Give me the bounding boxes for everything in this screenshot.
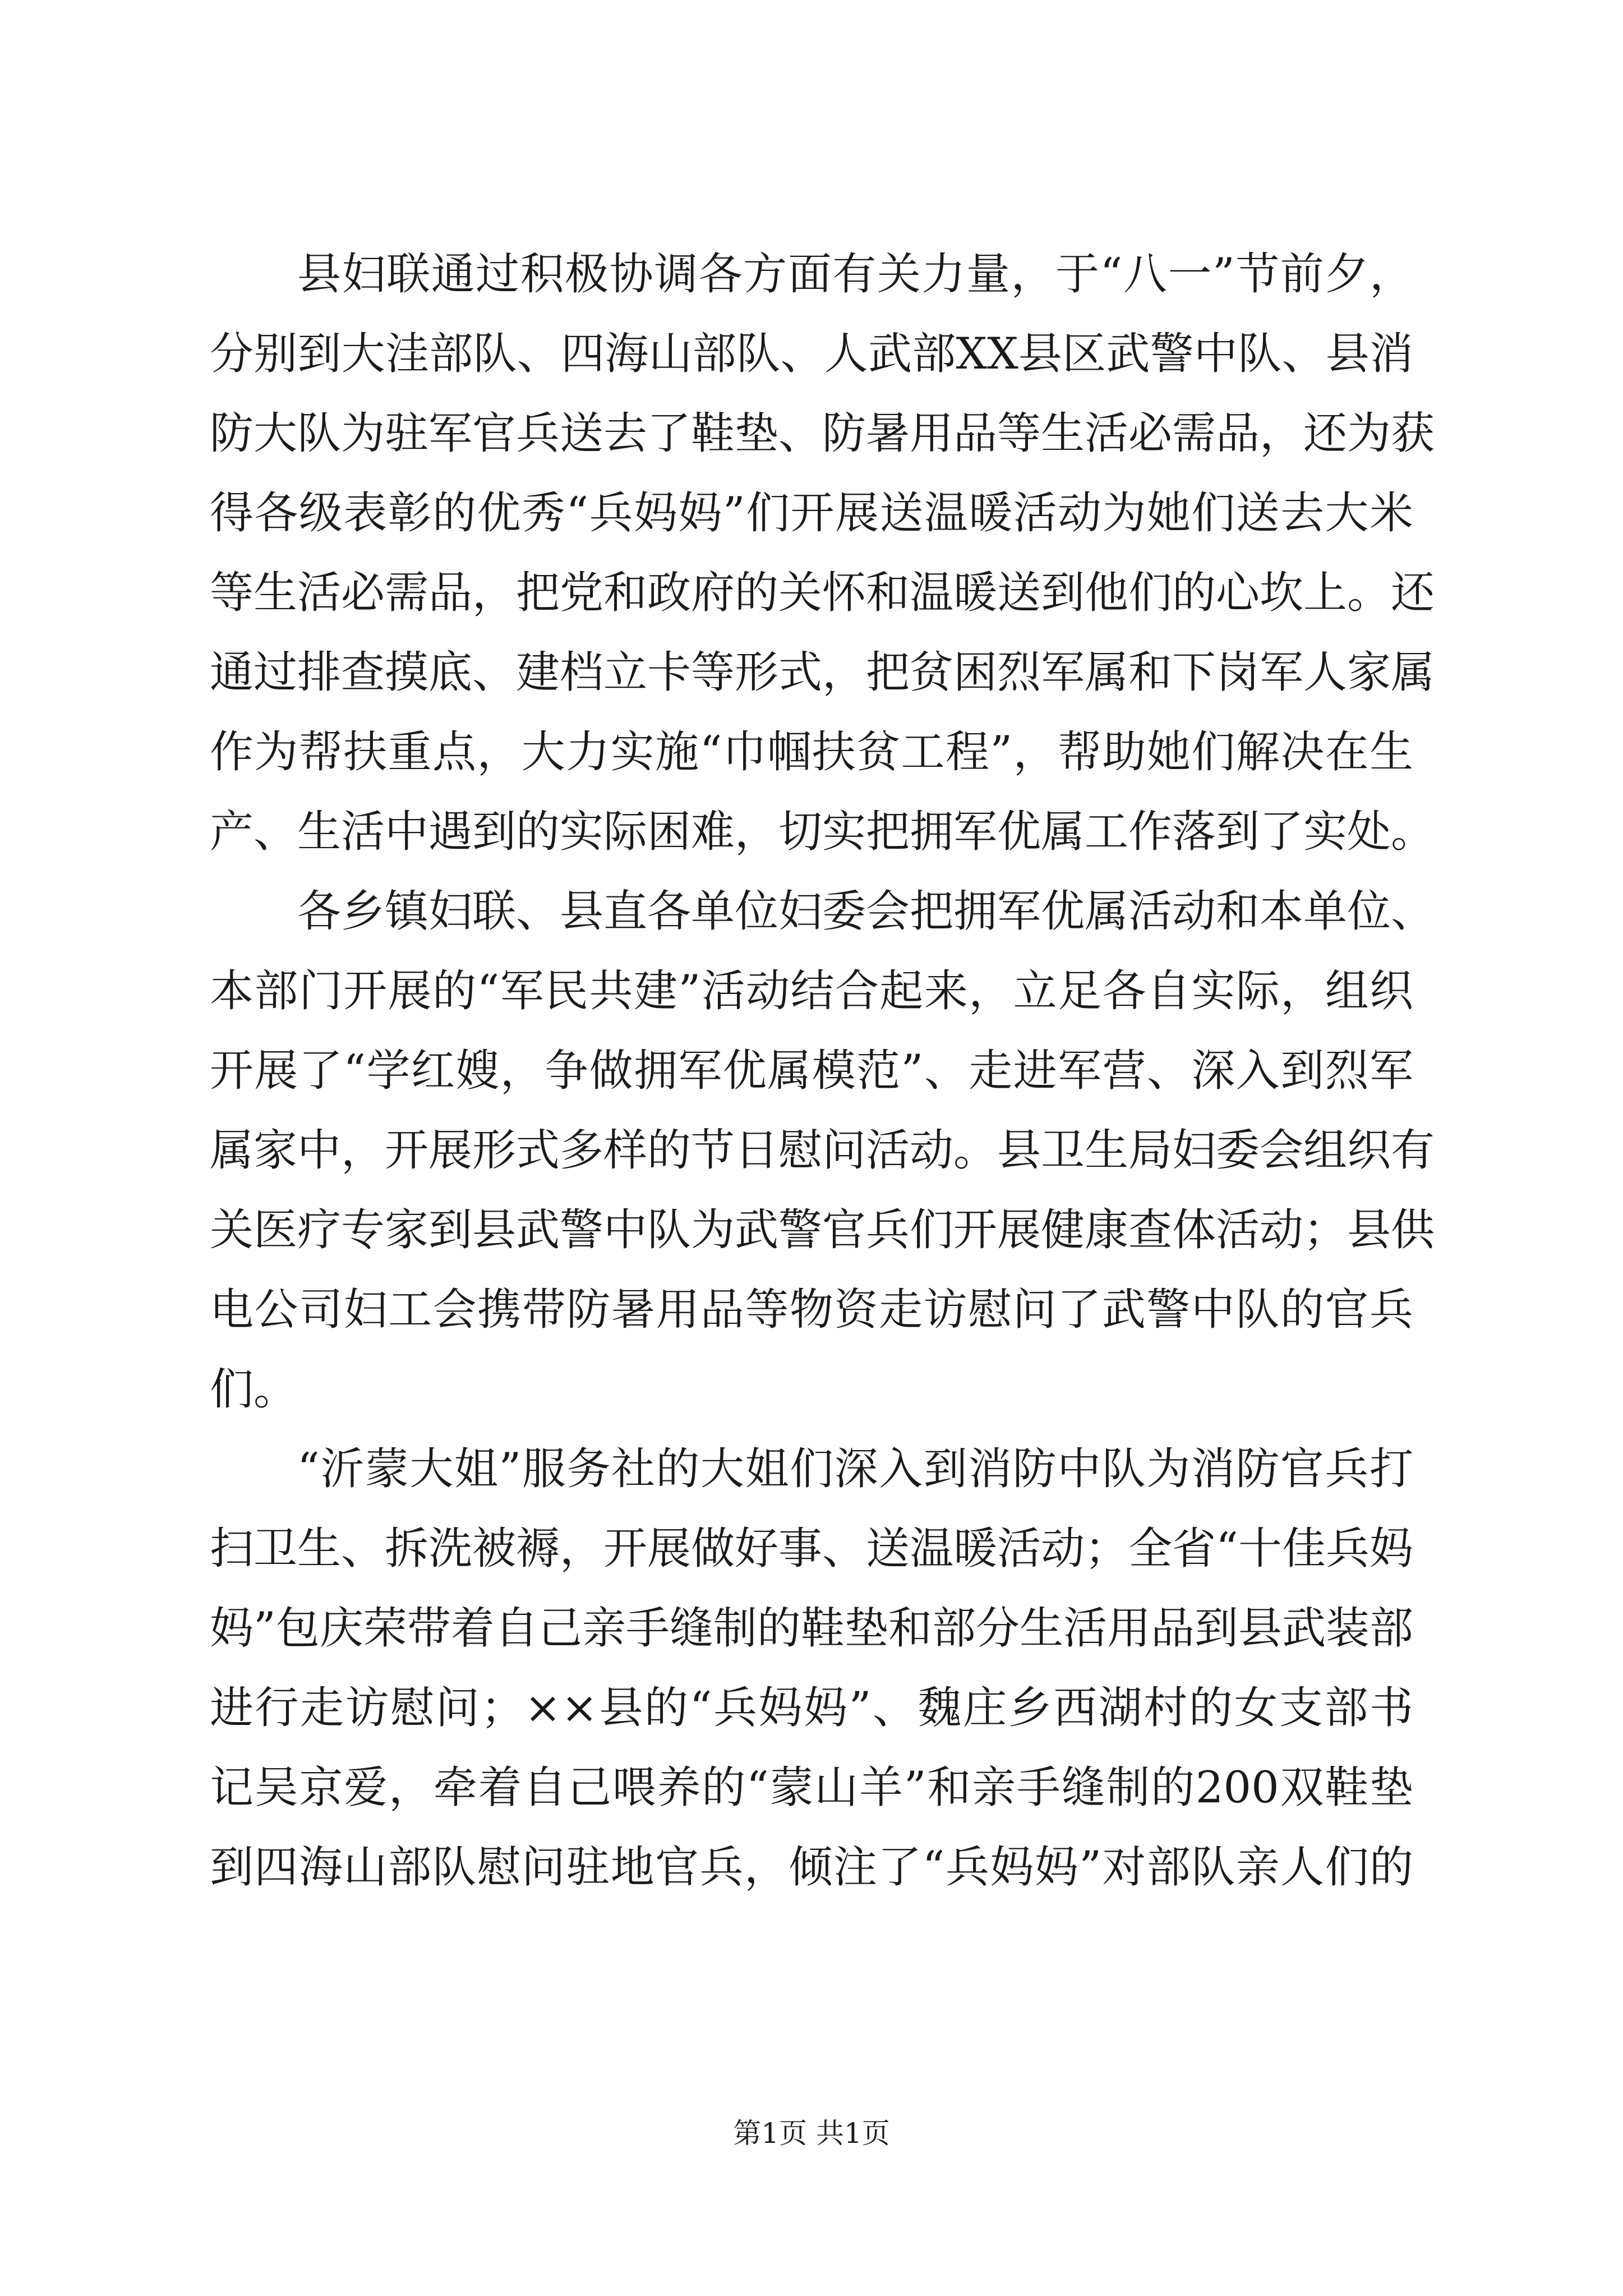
text-line: 记吴京爱，牵着自己喂养的“蒙山羊”和亲手缝制的200双鞋垫 bbox=[210, 1763, 1413, 1813]
text-line: 进行走访慰问；××县的“兵妈妈”、魏庄乡西湖村的女支部书 bbox=[210, 1683, 1413, 1733]
text-line: 等生活必需品，把党和政府的关怀和温暖送到他们的心坎上。还 bbox=[210, 568, 1435, 618]
text-line: 防大队为驻军官兵送去了鞋垫、防暑用品等生活必需品，还为获 bbox=[210, 408, 1435, 459]
text-line: 产、生活中遇到的实际困难，切实把拥军优属工作落到了实处。 bbox=[210, 807, 1435, 857]
document-body bbox=[210, 234, 1435, 1907]
paragraph-1 bbox=[210, 234, 1435, 872]
text-line: 属家中，开展形式多样的节日慰问活动。县卫生局妇委会组织有 bbox=[210, 1125, 1435, 1176]
paragraph-3 bbox=[210, 1429, 1413, 1907]
text-line: “沂蒙大姐”服务社的大姐们深入到消防中队为消防官兵打 bbox=[297, 1444, 1413, 1494]
text-line: 各乡镇妇联、县直各单位妇委会把拥军优属活动和本单位、 bbox=[297, 886, 1435, 937]
text-line: 通过排查摸底、建档立卡等形式，把贫困烈军属和下岗军人家属 bbox=[210, 647, 1435, 698]
text-line: 县妇联通过积极协调各方面有关力量，于“八一”节前夕， bbox=[297, 249, 1413, 300]
text-line: 分别到大洼部队、四海山部队、人武部XX县区武警中队、县消 bbox=[210, 329, 1413, 379]
text-line: 得各级表彰的优秀“兵妈妈”们开展送温暖活动为她们送去大米 bbox=[210, 488, 1413, 539]
text-line: 本部门开展的“军民共建”活动结合起来，立足各自实际，组织 bbox=[210, 966, 1413, 1016]
paragraph-2 bbox=[210, 872, 1435, 1429]
page-number-footer: 第1页 共1页 bbox=[733, 2117, 890, 2150]
text-line: 电公司妇工会携带防暑用品等物资走访慰问了武警中队的官兵 bbox=[210, 1285, 1413, 1335]
text-line: 关医疗专家到县武警中队为武警官兵们开展健康查体活动；县供 bbox=[210, 1205, 1435, 1255]
text-line: 妈”包庆荣带着自己亲手缝制的鞋垫和部分生活用品到县武装部 bbox=[210, 1603, 1413, 1654]
text-line: 们。 bbox=[210, 1364, 298, 1415]
text-line: 到四海山部队慰问驻地官兵，倾注了“兵妈妈”对部队亲人们的 bbox=[210, 1842, 1413, 1893]
text-line: 扫卫生、拆洗被褥，开展做好事、送温暖活动；全省“十佳兵妈 bbox=[210, 1524, 1413, 1574]
text-line: 开展了“学红嫂，争做拥军优属模范”、走进军营、深入到烈军 bbox=[210, 1046, 1413, 1096]
text-line: 作为帮扶重点，大力实施“巾帼扶贫工程”，帮助她们解决在生 bbox=[210, 727, 1413, 777]
